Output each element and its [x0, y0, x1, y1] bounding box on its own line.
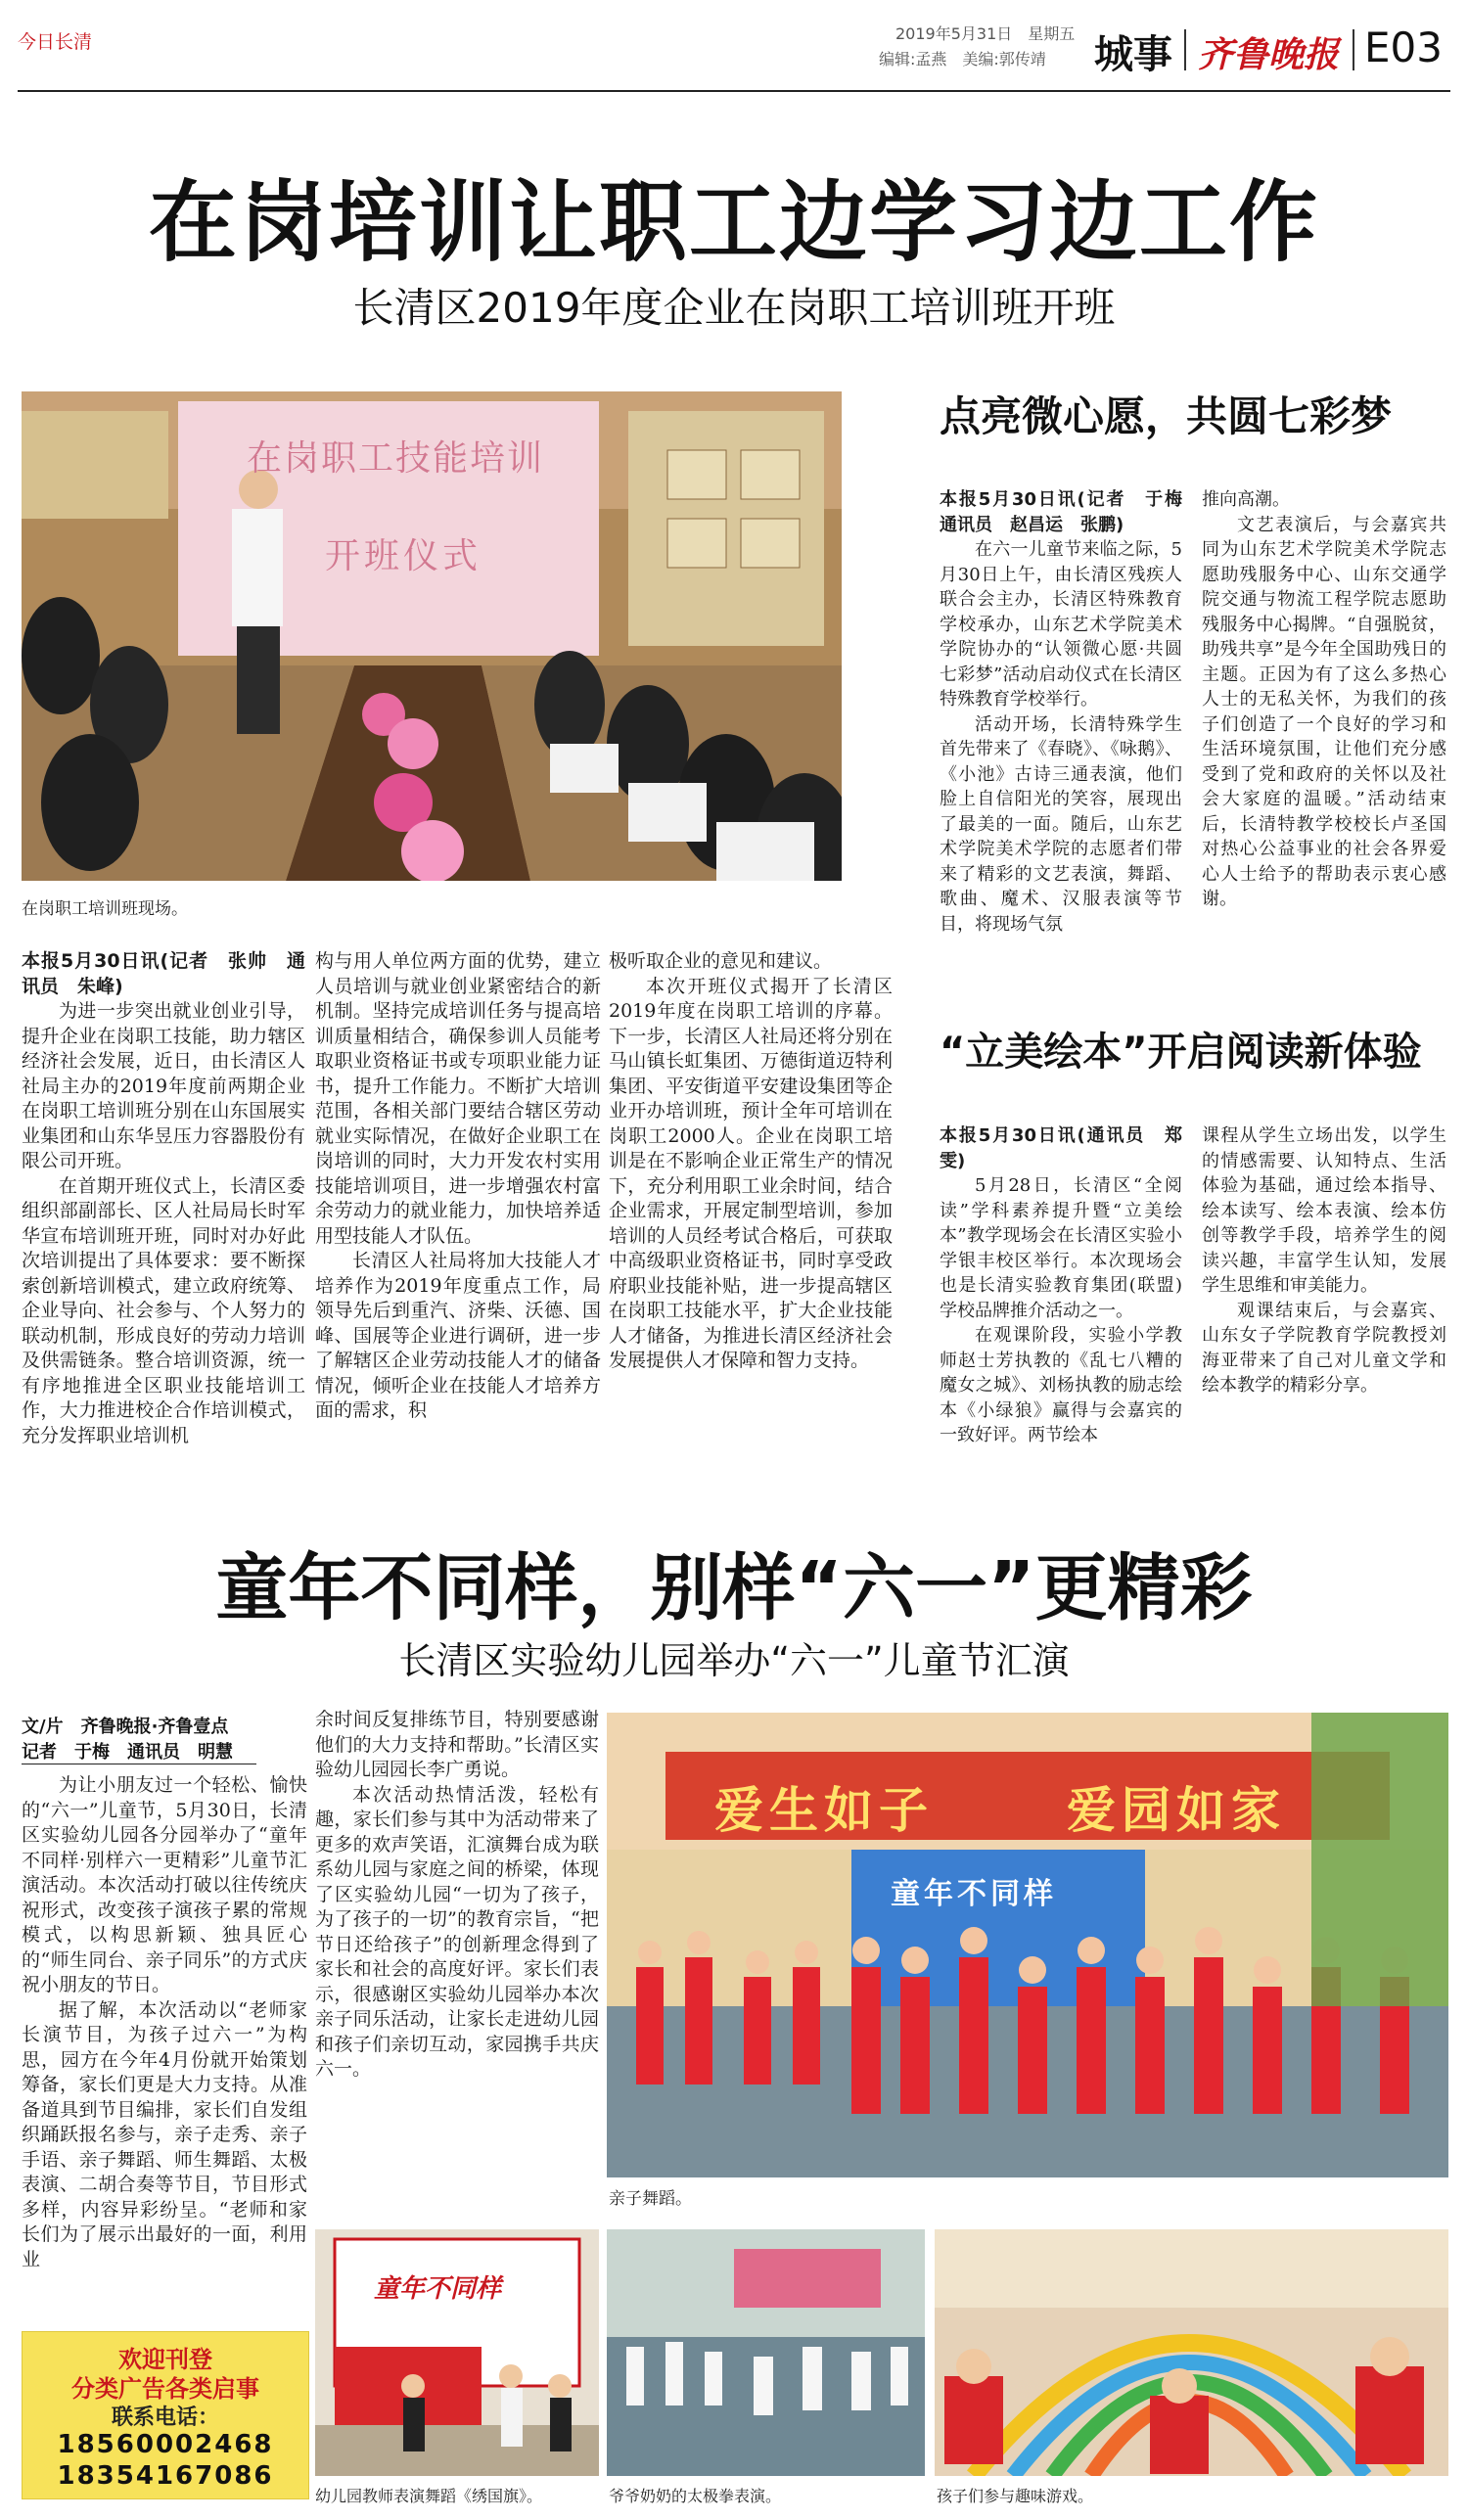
article4-paragraph: 余时间反复排练节目，特别要感谢他们的大力支持和帮助。”长清区实验幼儿园园长李广勇说。	[315, 1709, 599, 1780]
newspaper-logo: 齐鲁晚报	[1198, 34, 1340, 75]
teacher-photo-caption: 幼儿园教师表演舞蹈《绣国旗》。	[315, 2487, 543, 2505]
photo-banner-line2: 开班仪式	[325, 536, 482, 576]
article1-paragraph: 在首期开班仪式上，长清区委组织部副部长、区人社局局长时军华宣布培训班开班，同时对办好此次培训提出了具体要求：要不断探索创新培训模式，建立政府统筹、企业导向、社会参与、个人努力的联动机制，形成良好的劳动力培训及供需链条。整合培训资源，统一有序地推进全区职业技能培训工作，大力推进校企合作培训模式，充分发挥职业培训机	[22, 1174, 305, 1446]
taichi-photo-caption: 爷爷奶奶的太极拳表演。	[609, 2487, 782, 2505]
article4-title: 童年不同样，别样“六一”更精彩	[215, 1546, 1253, 1630]
article4-paragraph: 本次活动热情活泼，轻松有趣，家长们参与其中为活动带来了更多的欢声笑语，汇演舞台成为联系幼儿园与家庭之间的桥梁，体现了区实验幼儿园“一切为了孩子，为了孩子的一切”的教育宗旨，“把节日还给孩子”的创新理念得到了家长和社会的高度好评。家长们表示，很感谢区实验幼儿园举办本次亲子同乐活动，让家长走进幼儿园和孩子们亲切互动，家园携手共庆六一。	[315, 1783, 599, 2080]
teacher-dance-photo	[315, 2229, 599, 2476]
article3-paragraph: 5月28日，长清区“全阅读”学科素养提升暨“立美绘本”教学现场会在长清区实验小学银丰校区举行。本次现场会也是长清实验教育集团(联盟)学校品牌推介活动之一。	[940, 1175, 1182, 1321]
editors-line: 编辑:孟燕 美编:郭传靖	[879, 50, 1046, 69]
article3-dateline: 本报5月30日讯(通讯员 郑雯)	[940, 1125, 1182, 1171]
article1-paragraph: 长清区人社局将加大技能人才培养作为2019年度重点工作，局领导先后到重汽、济柴、沃德、国峰、国展等企业进行调研，进一步了解辖区企业劳动技能人才的储备情况，倾听企业在技能人才培养方面的需求，积	[315, 1250, 601, 1421]
article4-column-2	[315, 1708, 599, 2083]
article1-title: 在岗培训让职工边学习边工作	[149, 171, 1319, 274]
photo-banner-line1: 在岗职工技能培训	[247, 438, 545, 479]
article1-paragraph: 为进一步突出就业创业引导，提升企业在岗职工技能，助力辖区经济社会发展，近日，由长清区人社局主办的2019年度前两期企业在岗职工培训班分别在山东国展实业集团和山东华昱压力容器股份有限公司开班。	[22, 1000, 305, 1171]
section-title: 城事	[1094, 32, 1172, 77]
ad-phone-1: 18560002468	[57, 2430, 274, 2459]
header-divider-2	[1353, 29, 1354, 70]
article3-paragraph: 观课结束后，与会嘉宾、山东女子学院教育学院教授刘海亚带来了自己对儿童文学和绘本教学的精彩分享。	[1202, 1300, 1446, 1396]
article3-title: “立美绘本”开启阅读新体验	[940, 1030, 1422, 1075]
kindergarten-sign-right: 爱园如家	[1067, 1782, 1286, 1839]
article4-byline-1: 文/片 齐鲁晚报·齐鲁壹点	[22, 1717, 229, 1737]
article4-paragraph: 为让小朋友过一个轻松、愉快的“六一”儿童节，5月30日，长清区实验幼儿园各分园举办了“童年不同样·别样六一更精彩”儿童节汇演活动。本次活动打破以往传统庆祝形式，改变孩子演孩子累的常规模式，以构思新颖、独具匠心的“师生同台、亲子同乐”的方式庆祝小朋友的节日。	[22, 1774, 307, 1995]
article3-column-2	[1202, 1123, 1446, 1398]
ad-line-3: 联系电话：	[111, 2405, 219, 2430]
page-number: E03	[1364, 23, 1443, 71]
article2-dateline: 本报5月30日讯(记者 于梅 通讯员 赵昌运 张鹏)	[940, 489, 1200, 535]
kids-game-photo-art	[935, 2229, 1448, 2476]
kindergarten-sign-left: 爱生如子	[714, 1782, 934, 1839]
article1-paragraph: 本次开班仪式揭开了长清区2019年度在岗职工培训的序幕。下一步，长清区人社局还将分别在马山镇长虹集团、万德街道迈特利集团、平安街道平安建设集团等企业开办培训班，预计全年可培训在岗职工2000人。企业在岗职工培训是在不影响企业正常生产的情况下，充分利用职工业余时间，结合企业需求，开展定制型培训，参加培训的人员经考试合格后，可获取中高级职业资格证书，同时享受政府职业技能补贴，进一步提高辖区在岗职工技能水平，扩大企业技能人才储备，为推进长清区经济社会发展提供人才保障和智力支持。	[609, 975, 893, 1371]
header-divider	[1184, 29, 1186, 70]
article1-paragraph: 极听取企业的意见和建议。	[609, 950, 833, 972]
teacher-photo-banner: 童年不同样	[374, 2274, 502, 2304]
article2-paragraph: 在六一儿童节来临之际，5月30日上午，由长清区残疾人联合会主办，长清区特殊教育学校承办，山东艺术学院美术学院协办的“认领微心愿·共圆七彩梦”活动启动仪式在长清区特殊教育学校举行。	[940, 539, 1182, 710]
article4-paragraph: 据了解，本次活动以“老师家长演节目，为孩子过六一”为构思，园方在今年4月份就开始策划筹备，家长们更是大力支持。从准备道具到节目编排，家长们自发组织踊跃报名参与，亲子走秀、亲子手语、亲子舞蹈、师生舞蹈、太极表演、二胡合奏等节目，节目形式多样，内容异彩纷呈。“老师和家长们为了展示出最好的一面，利用业	[22, 1998, 307, 2270]
article3-paragraph: 课程从学生立场出发，以学生的情感需要、认知特点、生活体验为基础，通过绘本指导、绘本读写、绘本表演、绘本仿创等教学手段，培养学生的阅读兴趣，丰富学生认知，发展学生思维和审美能力。	[1202, 1125, 1446, 1296]
article2-paragraph: 推向高潮。	[1202, 489, 1290, 510]
taichi-photo	[607, 2229, 925, 2476]
article4-byline-2: 记者 于梅 通讯员 明慧	[22, 1742, 233, 1763]
article1-subtitle: 长清区2019年度企业在岗职工培训班开班	[352, 284, 1116, 332]
article1-column-2	[315, 949, 601, 1424]
article4-column-1	[22, 1773, 307, 2272]
header-rule	[18, 90, 1450, 92]
issue-date: 2019年5月31日 星期五	[895, 24, 1076, 43]
parent-child-dance-photo	[607, 1713, 1448, 2177]
dance-photo-caption: 亲子舞蹈。	[609, 2189, 692, 2209]
article1-column-1	[22, 949, 305, 1448]
article2-paragraph: 活动开场，长清特殊学生首先带来了《春晓》、《咏鹅》、《小池》古诗三通表演，他们脸上自信阳光的笑容，展现出了最美的一面。随后，山东艺术学院美术学院的志愿者们带来了精彩的文艺表演，舞蹈、歌曲、魔术、汉服表演等节目，将现场气氛	[940, 713, 1182, 935]
kids-game-photo-caption: 孩子们参与趣味游戏。	[937, 2487, 1094, 2505]
section-left-label: 今日长清	[18, 31, 93, 53]
training-photo	[22, 391, 842, 881]
article1-dateline: 本报5月30日讯(记者 张帅 通讯员 朱峰)	[22, 950, 305, 997]
article2-title: 点亮微心愿，共圆七彩梦	[940, 392, 1393, 440]
kids-game-photo	[935, 2229, 1448, 2476]
training-photo-caption: 在岗职工培训班现场。	[22, 899, 188, 919]
article2-column-2	[1202, 487, 1446, 912]
ad-line-2: 分类广告各类启事	[71, 2375, 259, 2403]
ad-line-1: 欢迎刊登	[118, 2346, 212, 2373]
article2-paragraph: 文艺表演后，与会嘉宾共同为山东艺术学院美术学院志愿助残服务中心、山东交通学院交通与物流工程学院志愿助残服务中心揭牌。“自强脱贫，助残共享”是今年全国助残日的主题。正因为有了这么多热心人士的无私关怀，为我们的孩子们创造了一个良好的学习和生活环境氛围，让他们充分感受到了党和政府的关怀以及社会大家庭的温暖。”活动结束后，长清特教学校校长卢圣国对热心公益事业的社会各界爱心人士给予的帮助表示衷心感谢。	[1202, 514, 1446, 909]
article1-column-3	[609, 949, 893, 1374]
article4-subtitle: 长清区实验幼儿园举办“六一”儿童节汇演	[398, 1639, 1070, 1682]
teacher-photo-art	[315, 2229, 599, 2476]
taichi-photo-art	[607, 2229, 925, 2476]
stage-banner-text: 童年不同样	[891, 1877, 1057, 1911]
article2-column-1	[940, 487, 1200, 937]
article3-column-1	[940, 1123, 1182, 1448]
article3-paragraph: 在观课阶段，实验小学教师赵士芳执教的《乱七八糟的魔女之城》、刘杨执教的励志绘本《小绿狼》赢得与会嘉宾的一致好评。两节绘本	[940, 1325, 1182, 1445]
classified-ad	[22, 2331, 309, 2499]
ad-phone-2: 18354167086	[57, 2461, 274, 2491]
article1-paragraph: 构与用人单位两方面的优势，建立人员培训与就业创业紧密结合的新机制。坚持完成培训任务与提高培训质量相结合，确保参训人员能考取职业资格证书或专项职业能力证书，提升工作能力。不断扩大培训范围，各相关部门要结合辖区劳动就业实际情况，在做好企业职工在岗培训的同时，大力开发农村实用技能培训项目，进一步增强农村富余劳动力的就业能力，加快培养适用型技能人才队伍。	[315, 950, 601, 1247]
